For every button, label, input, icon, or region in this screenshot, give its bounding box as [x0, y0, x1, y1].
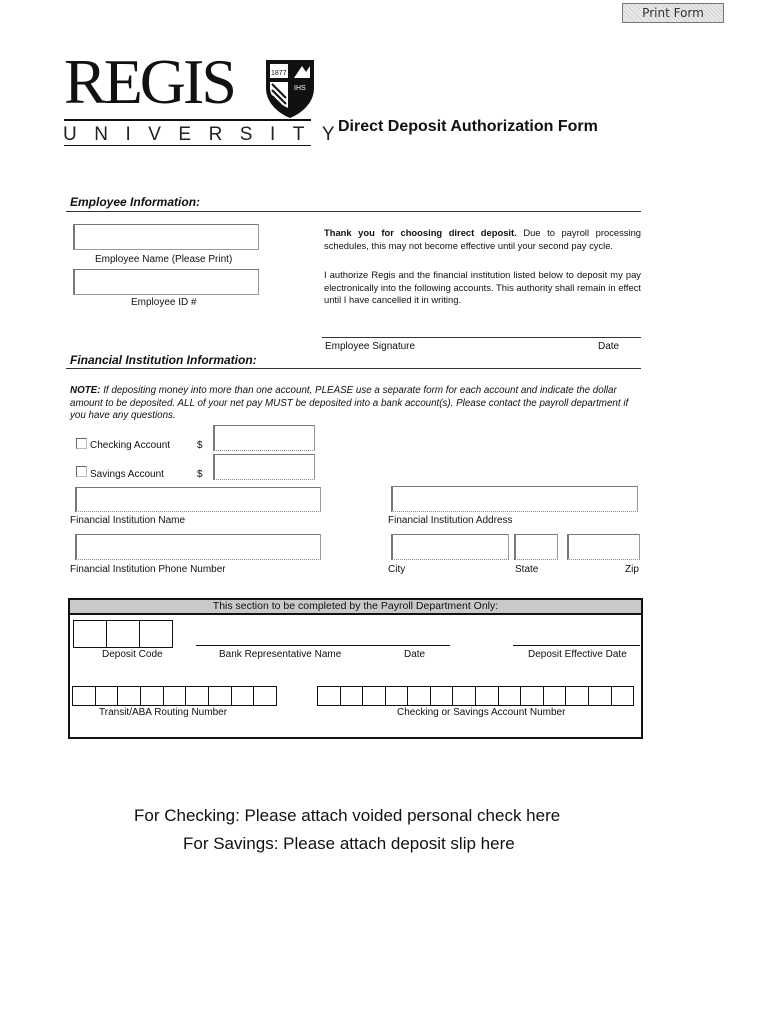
signature-line[interactable]	[322, 337, 641, 338]
financial-info-rule	[66, 368, 641, 369]
checking-account-checkbox[interactable]	[76, 438, 87, 449]
deposit-code-cells[interactable]	[73, 620, 173, 648]
institution-address-input[interactable]	[391, 486, 638, 512]
institution-address-label: Financial Institution Address	[388, 515, 513, 526]
checking-currency: $	[197, 440, 203, 451]
institution-name-label: Financial Institution Name	[70, 515, 186, 526]
signature-label: Employee Signature	[325, 341, 416, 352]
thank-you-text: Thank you for choosing direct deposit. Due to payroll processing schedules, this may not become effective until your second pay cycle.	[324, 227, 641, 251]
account-number-label: Checking or Savings Account Number	[397, 707, 566, 718]
employee-name-label: Employee Name (Please Print)	[95, 254, 233, 265]
effective-date-line[interactable]	[513, 645, 640, 646]
employee-info-rule	[66, 211, 641, 212]
deposit-code-cell[interactable]	[107, 621, 140, 647]
bank-rep-line[interactable]	[196, 645, 450, 646]
logo-rule	[64, 119, 311, 121]
logo-underline	[64, 145, 311, 146]
city-input[interactable]	[391, 534, 509, 560]
checking-amount-input[interactable]	[213, 425, 315, 451]
checking-account-label: Checking Account	[90, 440, 171, 451]
print-form-button[interactable]: Print Form	[622, 3, 724, 23]
savings-currency: $	[197, 469, 203, 480]
deposit-code-cell[interactable]	[140, 621, 172, 647]
logo-regis-wordmark: REGIS	[64, 46, 234, 117]
zip-label: Zip	[625, 564, 639, 575]
effective-date-label: Deposit Effective Date	[528, 649, 627, 660]
employee-info-heading: Employee Information:	[70, 195, 201, 209]
shield-ihs: IHS	[294, 85, 306, 92]
institution-phone-input[interactable]	[75, 534, 321, 560]
university-shield-icon	[264, 58, 316, 120]
institution-name-input[interactable]	[75, 487, 321, 512]
savings-account-checkbox[interactable]	[76, 466, 87, 477]
authorization-text: I authorize Regis and the financial institution listed below to deposit my pay electronically into the following accounts. This authority shall remain in effect until I have cancelled it in writing.	[324, 269, 641, 305]
savings-amount-input[interactable]	[213, 454, 315, 480]
bank-rep-label: Bank Representative Name	[219, 649, 342, 660]
logo-university-text: UNIVERSITY	[63, 124, 353, 145]
financial-info-heading: Financial Institution Information:	[70, 353, 257, 367]
employee-id-label: Employee ID #	[131, 297, 197, 308]
account-number-cells[interactable]	[317, 686, 634, 706]
financial-note: NOTE: If depositing money into more than one account, PLEASE use a separate form for each account and indicate the dollar amount to be deposited. ALL of your net pay MUST be deposited into a bank account(s). Please contact the payroll department if you have any questions.	[70, 385, 629, 421]
institution-phone-label: Financial Institution Phone Number	[70, 564, 226, 575]
city-label: City	[388, 564, 406, 575]
zip-input[interactable]	[567, 534, 640, 560]
shield-year: 1877	[271, 70, 287, 77]
signature-date-label: Date	[598, 341, 620, 352]
state-label: State	[515, 564, 539, 575]
state-input[interactable]	[514, 534, 558, 560]
payroll-date-label: Date	[404, 649, 426, 660]
deposit-code-cell[interactable]	[74, 621, 107, 647]
routing-number-label: Transit/ABA Routing Number	[99, 707, 228, 718]
employee-name-input[interactable]	[73, 224, 259, 250]
attach-checking-text: For Checking: Please attach voided personal check here	[134, 806, 561, 825]
routing-number-cells[interactable]	[72, 686, 277, 706]
deposit-code-label: Deposit Code	[102, 649, 163, 660]
savings-account-label: Savings Account	[90, 469, 164, 480]
payroll-section-heading: This section to be completed by the Payroll Department Only:	[68, 598, 643, 615]
form-title: Direct Deposit Authorization Form	[338, 118, 598, 135]
employee-id-input[interactable]	[73, 269, 259, 295]
attach-savings-text: For Savings: Please attach deposit slip here	[183, 834, 515, 853]
